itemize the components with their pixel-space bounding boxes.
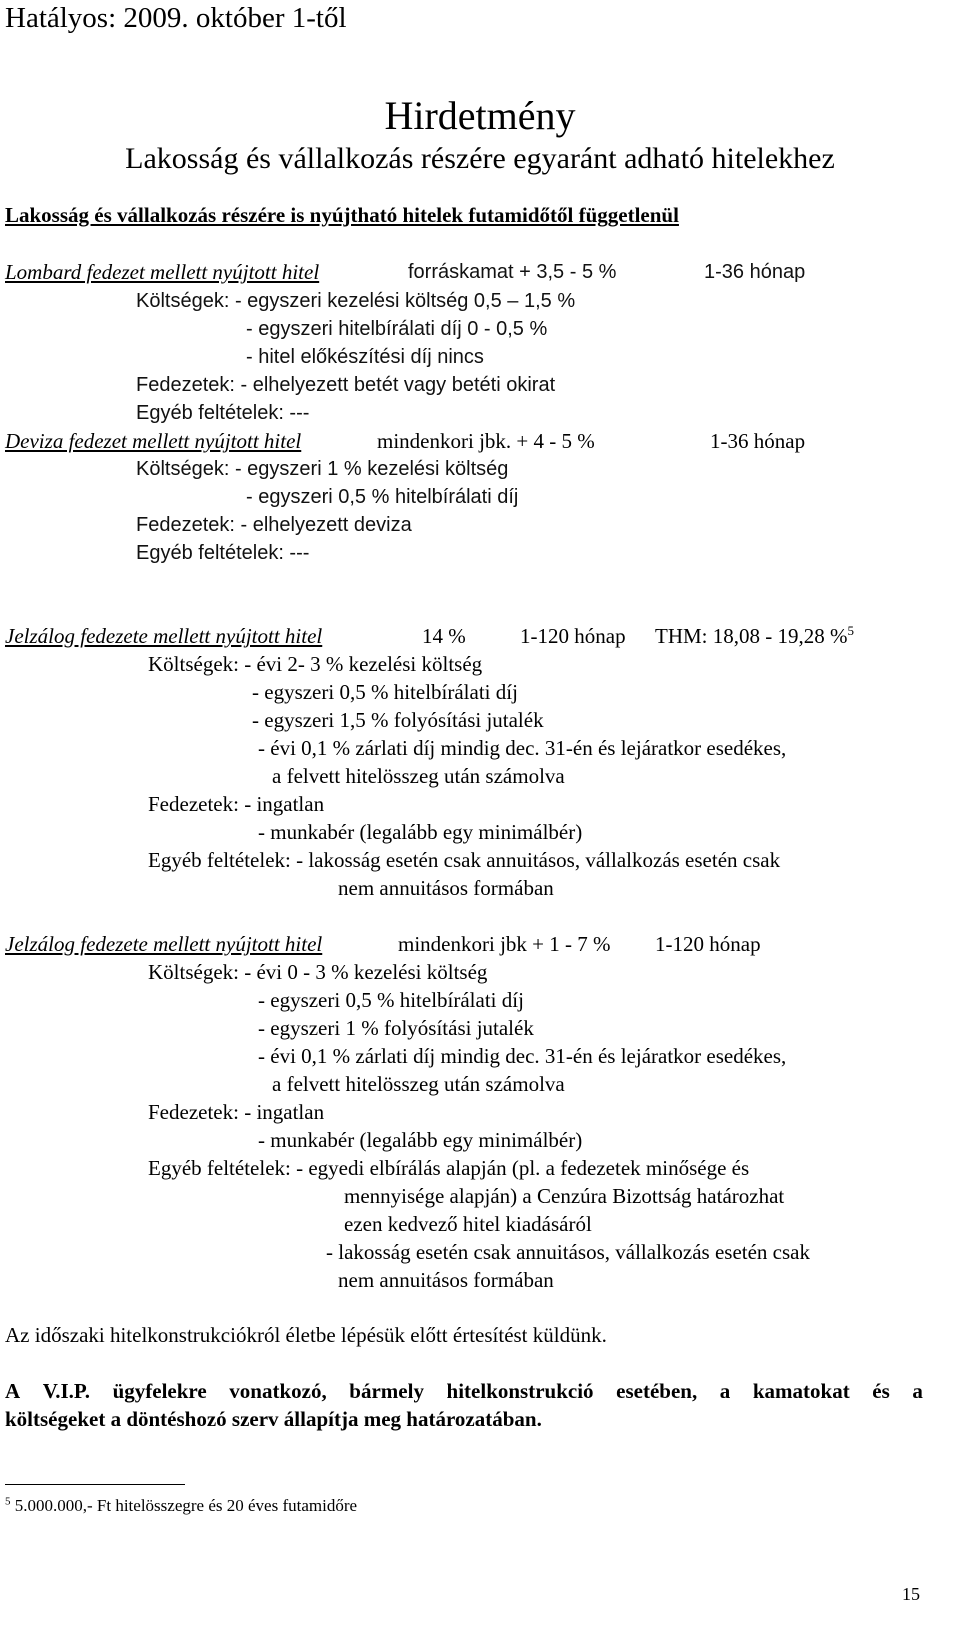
mortgage-2-cost-3: - egyszeri 1 % folyósítási jutalék bbox=[258, 1016, 534, 1040]
section-heading: Lakosság és vállalkozás részére is nyújtható hitelek futamidőtől függetlenül bbox=[5, 203, 679, 227]
thm-text: THM: 18,08 - 19,28 % bbox=[655, 624, 848, 648]
mortgage-1-term: 1-120 hónap bbox=[520, 624, 626, 648]
vip-word: hitelkonstrukció bbox=[446, 1379, 594, 1403]
mortgage-2-cost-4-cont: a felvett hitelösszeg után számolva bbox=[272, 1072, 565, 1096]
page-number: 15 bbox=[902, 1584, 920, 1604]
page-subtitle: Lakosság és vállalkozás részére egyaránt adható hitelekhez bbox=[125, 142, 835, 175]
lombard-rate: forráskamat + 3,5 - 5 % bbox=[408, 261, 617, 283]
page-title: Hirdetmény bbox=[384, 93, 576, 138]
footnote-mark: 5 bbox=[5, 1495, 11, 1508]
mortgage-2-cost-2: - egyszeri 0,5 % hitelbírálati díj bbox=[258, 988, 524, 1012]
lombard-term: 1-36 hónap bbox=[704, 261, 806, 283]
vip-word: ügyfelekre bbox=[112, 1379, 207, 1403]
vip-word: V.I.P. bbox=[42, 1379, 91, 1403]
mortgage-2-cost-4: - évi 0,1 % zárlati díj mindig dec. 31-én és lejáratkor esedékes, bbox=[258, 1044, 787, 1068]
mortgage-1-cost-1: Költségek: - évi 2- 3 % kezelési költség bbox=[148, 652, 483, 676]
mortgage-1-cost-4-cont: a felvett hitelösszeg után számolva bbox=[272, 764, 565, 788]
vip-word: a bbox=[719, 1379, 731, 1403]
mortgage-1-thm bbox=[655, 623, 854, 648]
mortgage-1-rate: 14 % bbox=[422, 624, 466, 648]
effective-date: Hatályos: 2009. október 1-től bbox=[5, 2, 347, 34]
footnote bbox=[5, 1497, 357, 1514]
mortgage-2-other-1: Egyéb feltételek: - egyedi elbírálás alapján (pl. a fedezetek minősége és bbox=[148, 1156, 750, 1180]
footnote-divider bbox=[5, 1484, 185, 1485]
lombard-loan-name: Lombard fedezet mellett nyújtott hitel bbox=[5, 260, 320, 284]
mortgage-2-rate: mindenkori jbk + 1 - 7 % bbox=[398, 932, 611, 956]
mortgage-loan-2-name: Jelzálog fedezete mellett nyújtott hitel bbox=[5, 932, 323, 956]
deviza-collateral: Fedezetek: - elhelyezett deviza bbox=[136, 514, 412, 536]
mortgage-2-collateral-2: - munkabér (legalább egy minimálbér) bbox=[258, 1128, 583, 1152]
deviza-term: 1-36 hónap bbox=[710, 429, 806, 453]
mortgage-1-other-1: Egyéb feltételek: - lakosság esetén csak annuitásos, vállalkozás esetén csak bbox=[148, 848, 781, 872]
footnote-ref: 5 bbox=[847, 623, 854, 638]
footnote-text: 5.000.000,- Ft hitelösszegre és 20 éves futamidőre bbox=[14, 1496, 358, 1515]
lombard-collateral: Fedezetek: - elhelyezett betét vagy betéti okirat bbox=[136, 374, 556, 396]
mortgage-2-other-3: ezen kedvező hitel kiadásáról bbox=[344, 1212, 592, 1236]
vip-word: kamatokat bbox=[752, 1379, 850, 1403]
mortgage-2-other-4: - lakosság esetén csak annuitásos, vállalkozás esetén csak bbox=[326, 1240, 810, 1264]
vip-word: vonatkozó, bbox=[229, 1379, 327, 1403]
mortgage-2-collateral-1: Fedezetek: - ingatlan bbox=[148, 1100, 325, 1124]
mortgage-2-cost-1: Költségek: - évi 0 - 3 % kezelési költség bbox=[148, 960, 488, 984]
vip-word: és bbox=[872, 1379, 890, 1403]
lombard-other: Egyéb feltételek: --- bbox=[136, 402, 310, 424]
mortgage-2-other-5: nem annuitásos formában bbox=[338, 1268, 554, 1292]
deviza-other: Egyéb feltételek: --- bbox=[136, 542, 310, 564]
vip-word: esetében, bbox=[616, 1379, 698, 1403]
lombard-cost-2: - egyszeri hitelbírálati díj 0 - 0,5 % bbox=[246, 318, 548, 340]
mortgage-1-collateral-1: Fedezetek: - ingatlan bbox=[148, 792, 325, 816]
vip-line-1 bbox=[5, 1381, 923, 1402]
deviza-cost-1: Költségek: - egyszeri 1 % kezelési költség bbox=[136, 458, 509, 480]
deviza-cost-2: - egyszeri 0,5 % hitelbírálati díj bbox=[246, 486, 519, 508]
mortgage-1-cost-4: - évi 0,1 % zárlati díj mindig dec. 31-én és lejáratkor esedékes, bbox=[258, 736, 787, 760]
mortgage-loan-1-name: Jelzálog fedezete mellett nyújtott hitel bbox=[5, 624, 323, 648]
mortgage-2-term: 1-120 hónap bbox=[655, 932, 761, 956]
deviza-rate: mindenkori jbk. + 4 - 5 % bbox=[377, 429, 595, 453]
mortgage-1-cost-2: - egyszeri 0,5 % hitelbírálati díj bbox=[252, 680, 518, 704]
lombard-cost-3: - hitel előkészítési díj nincs bbox=[246, 346, 484, 368]
mortgage-1-collateral-2: - munkabér (legalább egy minimálbér) bbox=[258, 820, 583, 844]
notice-text: Az időszaki hitelkonstrukciókról életbe lépésük előtt értesítést küldünk. bbox=[5, 1323, 607, 1347]
vip-word: A bbox=[5, 1379, 21, 1403]
vip-line-2: költségeket a döntéshozó szerv állapítja meg határozatában. bbox=[5, 1407, 542, 1431]
mortgage-1-other-2: nem annuitásos formában bbox=[338, 876, 554, 900]
mortgage-2-other-2: mennyisége alapján) a Cenzúra Bizottság határozhat bbox=[344, 1184, 785, 1208]
deviza-loan-name: Deviza fedezet mellett nyújtott hitel bbox=[5, 429, 302, 453]
mortgage-1-cost-3: - egyszeri 1,5 % folyósítási jutalék bbox=[252, 708, 544, 732]
vip-word: bármely bbox=[349, 1379, 424, 1403]
vip-word: a bbox=[912, 1379, 923, 1403]
lombard-cost-1: Költségek: - egyszeri kezelési költség 0,5 – 1,5 % bbox=[136, 290, 576, 312]
